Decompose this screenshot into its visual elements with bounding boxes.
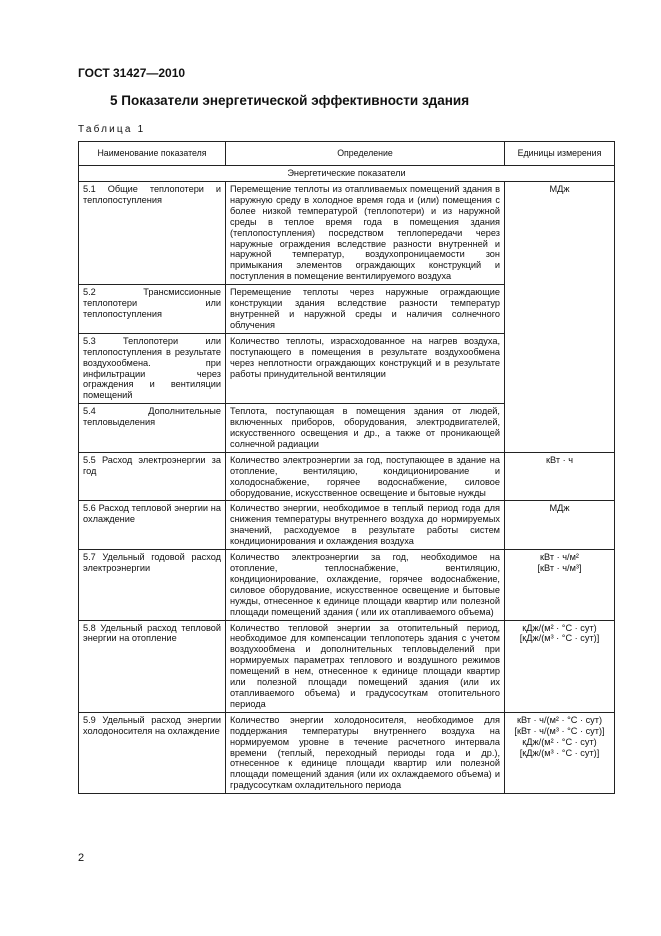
indicator-definition: Количество энергии, необходимое в теплый период года для снижения температуры внутреннего воздуха до нормируемых значений, расходуемое в результате работы систем кондиционирования и охлаждения воздуха bbox=[226, 501, 505, 550]
indicator-unit bbox=[505, 620, 615, 712]
table-row bbox=[79, 712, 615, 793]
indicator-definition: Количество электроэнергии за год, необходимое на отопление, теплоснабжение, вентиляцию, кондиционирование, охлаждение, горячее водоснабжение, силовое оборудование, искусственное освещение и бытовые нужды, отнесенное к единице площади квартир или полезной площади помещений здания ( или их отапливаемого объема) bbox=[226, 550, 505, 620]
unit-line: [кДж/(м³ · °С · сут)] bbox=[519, 633, 600, 644]
unit-line: кВт · ч/м² bbox=[540, 552, 579, 563]
unit-line: [кВт · ч/м³] bbox=[537, 563, 582, 573]
page-number: 2 bbox=[78, 852, 85, 864]
indicator-definition: Перемещение теплоты из отапливаемых помещений здания в наружную среду в холодное время года и (или) помещения с более низкой температурой (теплопотери) и из наружной среды в теплое время года в помещения здания (теплопоступления) посредством теплопередачи через наружные ограждения вследствие разности внутренней и наружной температур, воздухопроницаемости зон примыкания элементов ограждающих конструкций и поступления в помещение вентилируемого воздуха bbox=[226, 182, 505, 285]
table-row bbox=[79, 182, 615, 285]
indicator-definition: Количество теплоты, израсходованное на нагрев воздуха, поступающего в помещения в результате воздухообмена через неплотности ограждающих конструкций и в результате работы принудительной вентиляции bbox=[226, 333, 505, 403]
indicators-table bbox=[78, 141, 615, 794]
indicator-name: 5.7 Удельный годовой расход электроэнергии bbox=[79, 550, 226, 620]
table-header-row bbox=[79, 142, 615, 166]
indicator-definition: Теплота, поступающая в помещения здания от людей, включенных приборов, оборудования, электродвигателей, искусственного освещения и др., а также от проникающей солнечной радиации bbox=[226, 404, 505, 453]
unit-line: кДж/(м² · °С · сут) bbox=[522, 736, 597, 747]
indicator-name: 5.1 Общие теплопотери и теплопоступления bbox=[79, 182, 226, 285]
indicator-name: 5.2 Трансмиссионные теплопотери или теплопоступления bbox=[79, 285, 226, 334]
table-row bbox=[79, 550, 615, 620]
indicator-name: 5.3 Теплопотери или теплопоступления в результате воздухообмена. при инфильтрации через ограждения и вентиляции помещений bbox=[79, 333, 226, 403]
unit-line: [кВт · ч/(м³ · °С · сут)] bbox=[514, 725, 605, 736]
indicator-unit bbox=[505, 712, 615, 793]
column-header-units: Единицы измерения bbox=[505, 142, 615, 166]
indicator-name: 5.6 Расход тепловой энергии на охлаждение bbox=[79, 501, 226, 550]
table-row bbox=[79, 501, 615, 550]
indicator-definition: Количество энергии холодоносителя, необходимое для поддержания температуры внутреннего воздуха на нормируемом уровне в течение расчетного интервала времени (теплый, переходный периоды года и др.), отнесенное к единице площади квартир или полезной площади помещений здания (или их охлаждаемого объема) и градусосуткам охладительного периода bbox=[226, 712, 505, 793]
unit-line: [кДж/(м³ · °С · сут)] bbox=[519, 747, 600, 758]
indicator-name: 5.8 Удельный расход тепловой энергии на отопление bbox=[79, 620, 226, 712]
column-header-name: Наименование показателя bbox=[79, 142, 226, 166]
group-title: Энергетические показатели bbox=[79, 166, 615, 182]
table-row bbox=[79, 452, 615, 501]
indicator-unit: кВт · ч bbox=[505, 452, 615, 501]
column-header-definition: Определение bbox=[226, 142, 505, 166]
indicator-name: 5.9 Удельный расход энергии холодоносителя на охлаждение bbox=[79, 712, 226, 793]
table-label: Таблица 1 bbox=[78, 124, 146, 135]
indicator-definition: Количество тепловой энергии за отопительный период, необходимое для компенсации теплопотерь здания с учетом воздухообмена и дополнительных тепловыделений при нормируемых параметрах теплового и воздушного режимов помещений в нем, отнесенное к единице площади квартир или полезной площади помещений здания (или их отапливаемого объема) и градусосуткам отопительного периода bbox=[226, 620, 505, 712]
indicator-unit: МДж bbox=[505, 182, 615, 453]
indicator-name: 5.4 Дополнительные тепловыделения bbox=[79, 404, 226, 453]
unit-line: кДж/(м² · °С · сут) bbox=[522, 622, 597, 633]
document-code: ГОСТ 31427—2010 bbox=[78, 66, 186, 80]
unit-line: кВт · ч/(м² · °С · сут) bbox=[516, 714, 603, 725]
indicator-unit bbox=[505, 550, 615, 620]
table-row bbox=[79, 620, 615, 712]
group-row bbox=[79, 166, 615, 182]
indicator-name: 5.5 Расход электроэнергии за год bbox=[79, 452, 226, 501]
section-title: 5 Показатели энергетической эффективности здания bbox=[110, 93, 470, 108]
indicator-unit: МДж bbox=[505, 501, 615, 550]
indicator-definition: Количество электроэнергии за год, поступающее в здание на отопление, вентиляцию, кондиционирование и холодоснабжение, горячее водоснабжение, силовое оборудование, искусственное освещение и бытовые нужды bbox=[226, 452, 505, 501]
indicator-definition: Перемещение теплоты через наружные ограждающие конструкции здания вследствие разности температур внутренней и наружной среды и наличия солнечного облучения bbox=[226, 285, 505, 334]
